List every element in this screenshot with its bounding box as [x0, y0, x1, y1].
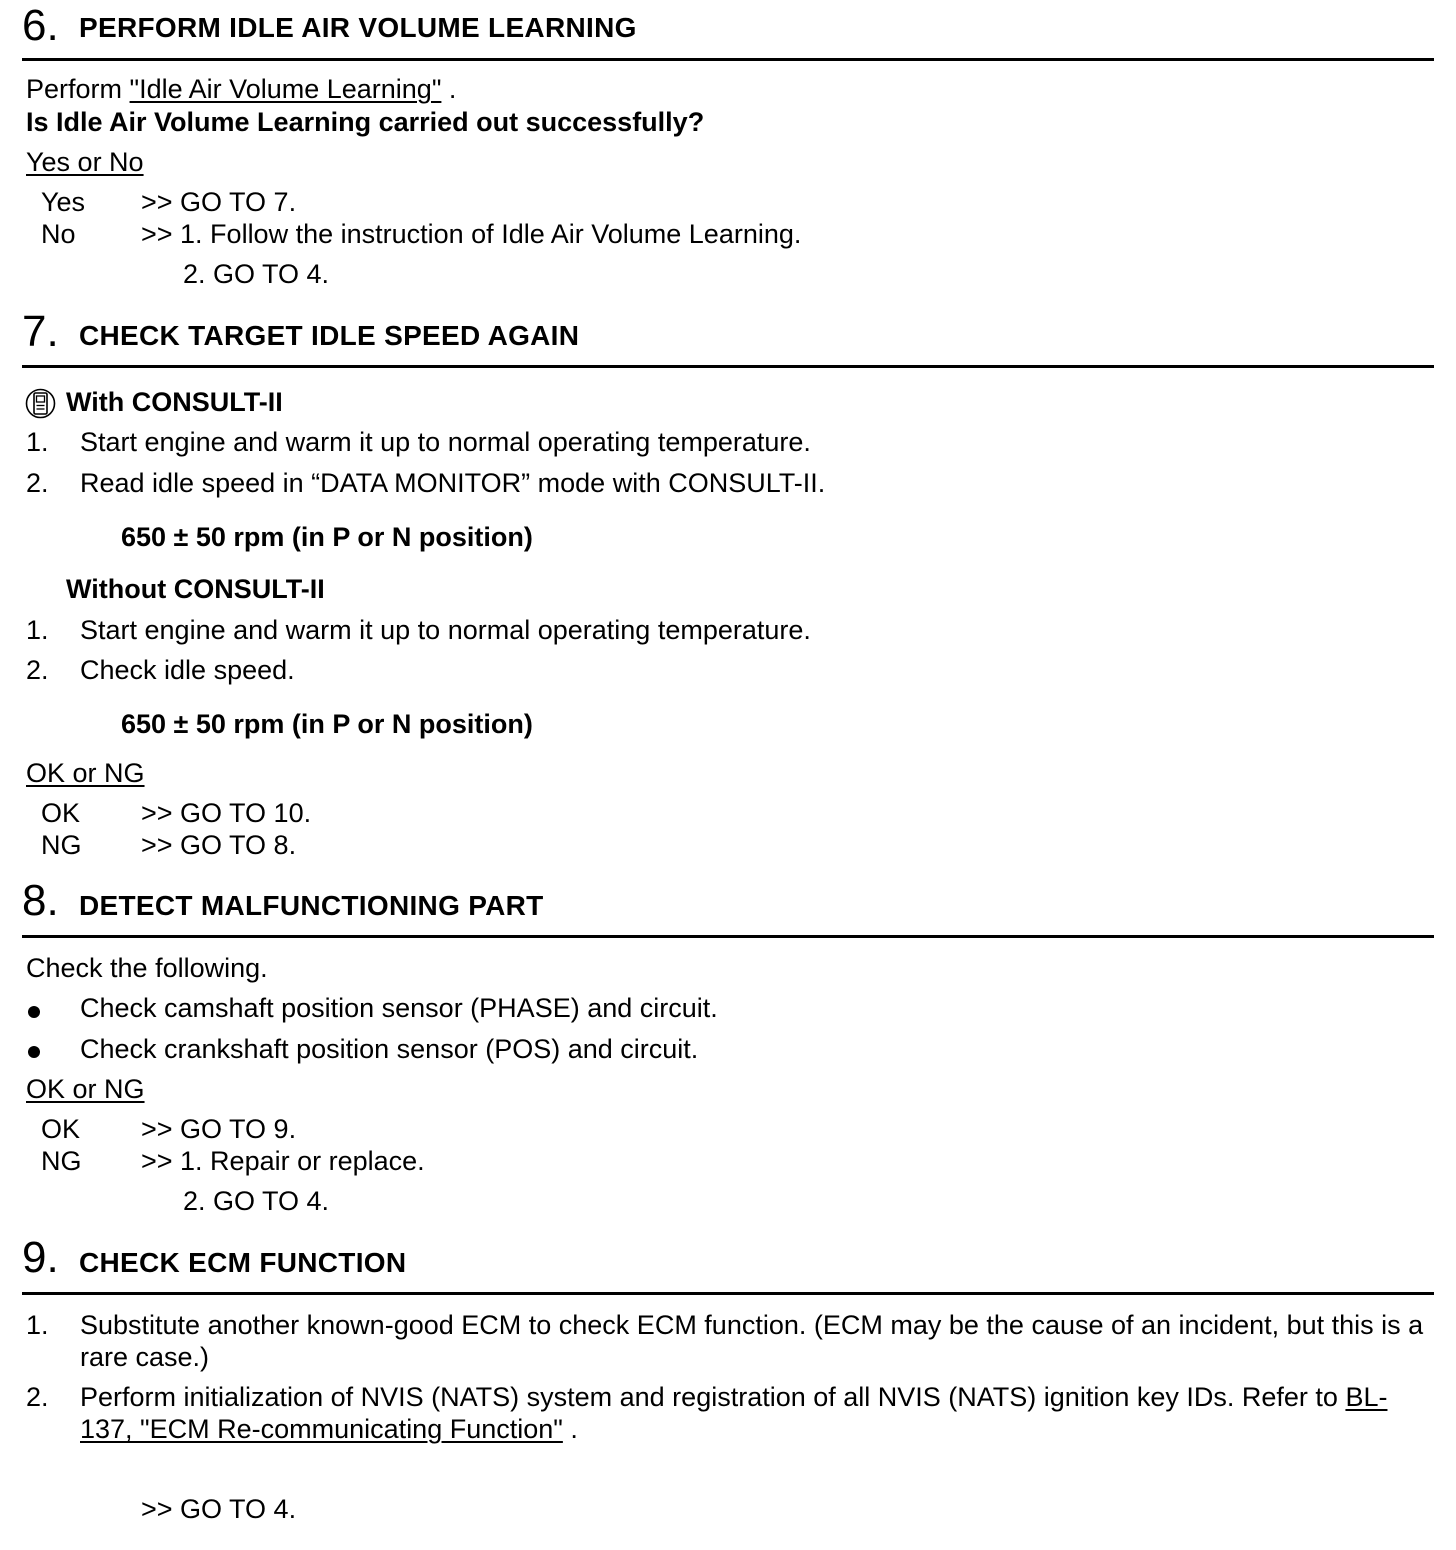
- step-9-title: CHECK ECM FUNCTION: [79, 1247, 407, 1278]
- with-step-1-number: 1.: [26, 427, 49, 457]
- step-9-final-action: >> GO TO 4.: [141, 1494, 297, 1524]
- step-6-perform-line: [26, 73, 456, 105]
- step-7-ng-action: >> GO TO 8.: [141, 830, 297, 860]
- step-9-number: 9.: [22, 1233, 59, 1282]
- item-2-body: Perform initialization of NVIS (NATS) system and registration of all NVIS (NATS) ignition key IDs. Refer to: [80, 1382, 1338, 1412]
- without-consult-heading: Without CONSULT-II: [66, 574, 325, 604]
- step-8-rule: [22, 935, 1434, 938]
- step-9-item-2-text: [80, 1381, 1435, 1445]
- step-6-no-action-1: >> 1. Follow the instruction of Idle Air Volume Learning.: [141, 219, 802, 249]
- step-9-item-1-number: 1.: [26, 1310, 49, 1340]
- step-7-ng-label: NG: [41, 830, 82, 860]
- with-step-1-text: Start engine and warm it up to normal operating temperature.: [80, 427, 811, 457]
- ecm-recommunicating-link[interactable]: BL-137, "ECM Re-communicating Function": [80, 1382, 1388, 1444]
- step-9-item-2-number: 2.: [26, 1382, 49, 1412]
- step-8-ok-action: >> GO TO 9.: [141, 1114, 297, 1144]
- with-step-2-text: Read idle speed in “DATA MONITOR” mode with CONSULT-II.: [80, 468, 826, 498]
- step-8-ok-label: OK: [41, 1114, 81, 1144]
- step-8-number: 8.: [22, 876, 59, 925]
- without-step-1-text: Start engine and warm it up to normal operating temperature.: [80, 615, 811, 645]
- step-7-ok-action: >> GO TO 10.: [141, 798, 312, 828]
- perform-suffix: .: [448, 74, 457, 104]
- step-8-ng-label: NG: [41, 1146, 82, 1176]
- with-consult-heading: With CONSULT-II: [66, 387, 283, 417]
- step-7-ok-label: OK: [41, 798, 81, 828]
- step-6-number: 6.: [22, 1, 59, 50]
- step-6-yes-label: Yes: [41, 187, 86, 217]
- step-8-choice-header: OK or NG: [26, 1074, 145, 1104]
- consult-ii-icon: [25, 388, 56, 419]
- without-step-2-number: 2.: [26, 655, 49, 685]
- without-step-2-text: Check idle speed.: [80, 655, 295, 685]
- step-8-bullet-1: Check camshaft position sensor (PHASE) and circuit.: [80, 993, 718, 1023]
- bullet-dot: [28, 1046, 40, 1058]
- step-9-rule: [22, 1292, 1434, 1295]
- step-6-title: PERFORM IDLE AIR VOLUME LEARNING: [79, 12, 637, 43]
- item-2-suffix: .: [562, 1414, 578, 1444]
- step-7-number: 7.: [22, 307, 59, 356]
- step-9-item-1-text: Substitute another known-good ECM to check ECM function. (ECM may be the cause of an incident, but this is a rare case.): [80, 1310, 1424, 1372]
- step-6-no-label: No: [41, 219, 76, 249]
- step-8-ng-action-1: >> 1. Repair or replace.: [141, 1146, 425, 1176]
- step-7-title: CHECK TARGET IDLE SPEED AGAIN: [79, 320, 580, 351]
- step-6-rule: [22, 58, 1434, 61]
- idle-speed-spec-2: 650 ± 50 rpm (in P or N position): [121, 709, 533, 739]
- step-6-question: Is Idle Air Volume Learning carried out successfully?: [26, 107, 705, 137]
- idle-speed-spec-1: 650 ± 50 rpm (in P or N position): [121, 522, 533, 552]
- step-6-choice-header: Yes or No: [26, 147, 144, 177]
- idle-air-volume-learning-link[interactable]: "Idle Air Volume Learning": [129, 74, 442, 104]
- step-8-bullet-2: Check crankshaft position sensor (POS) and circuit.: [80, 1034, 699, 1064]
- step-8-title: DETECT MALFUNCTIONING PART: [79, 890, 544, 921]
- without-step-1-number: 1.: [26, 615, 49, 645]
- step-7-rule: [22, 365, 1434, 368]
- step-6-no-action-2: 2. GO TO 4.: [183, 259, 330, 289]
- step-6-yes-action: >> GO TO 7.: [141, 187, 297, 217]
- step-7-choice-header: OK or NG: [26, 758, 145, 788]
- step-8-ng-action-2: 2. GO TO 4.: [183, 1186, 330, 1216]
- perform-prefix: Perform: [26, 74, 123, 104]
- bullet-dot: [28, 1006, 40, 1018]
- step-8-intro: Check the following.: [26, 953, 268, 983]
- with-step-2-number: 2.: [26, 468, 49, 498]
